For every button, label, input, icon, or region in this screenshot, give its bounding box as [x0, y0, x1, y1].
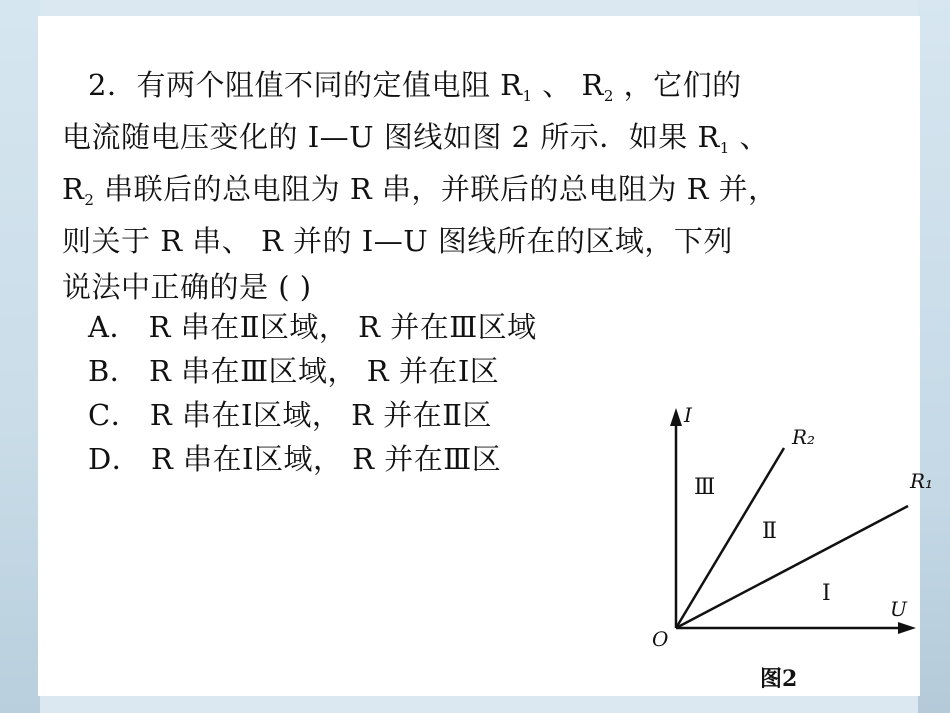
region-2-label: Ⅱ — [762, 519, 777, 544]
question-line-4: 则关于 R 串、 R 并的 I—U 图线所在的区域，下列 — [62, 224, 733, 258]
question-line-1 — [88, 68, 742, 113]
question-text: 、 — [729, 120, 770, 154]
question-text: ，它们的 — [613, 68, 742, 102]
subscript: 2 — [84, 191, 95, 209]
option-d: D． R 串在Ⅰ区域， R 并在Ⅲ区 — [88, 442, 502, 476]
region-1-label: Ⅰ — [822, 581, 831, 606]
subscript: 2 — [603, 87, 614, 105]
subscript: 1 — [522, 87, 533, 105]
question-text: 2．有两个阻值不同的定值电阻 R — [88, 68, 523, 102]
figure-caption: 图2 — [760, 666, 798, 692]
option-b: B． R 串在Ⅲ区域， R 并在Ⅰ区 — [88, 354, 500, 388]
subscript: 1 — [719, 139, 730, 157]
line-r1 — [676, 506, 908, 628]
question-line-2 — [62, 120, 769, 165]
region-3-label: Ⅲ — [694, 475, 716, 500]
question-line-3 — [62, 172, 778, 217]
option-a: A． R 串在Ⅱ区域， R 并在Ⅲ区域 — [88, 310, 537, 344]
slide-canvas — [38, 16, 934, 696]
question-text: R — [62, 172, 85, 206]
question-text: 、 R — [532, 68, 604, 102]
question-text: 电流随电压变化的 I—U 图线如图 2 所示．如果 R — [62, 120, 720, 154]
line-r1-label: R₁ — [910, 469, 934, 493]
origin-label: O — [652, 627, 669, 651]
option-c: C． R 串在Ⅰ区域， R 并在Ⅱ区 — [88, 398, 492, 432]
question-line-5: 说法中正确的是 ( ) — [62, 270, 312, 304]
question-text: 串联后的总电阻为 R 串，并联后的总电阻为 R 并， — [94, 172, 778, 206]
line-r2-label: R₂ — [792, 425, 816, 449]
axis-y-label: I — [684, 403, 692, 427]
axis-x-label: U — [890, 597, 907, 621]
y-axis-arrow — [670, 408, 682, 426]
iu-graph-figure — [636, 402, 936, 702]
x-axis-arrow — [898, 622, 916, 634]
background-left-strip — [0, 0, 40, 713]
